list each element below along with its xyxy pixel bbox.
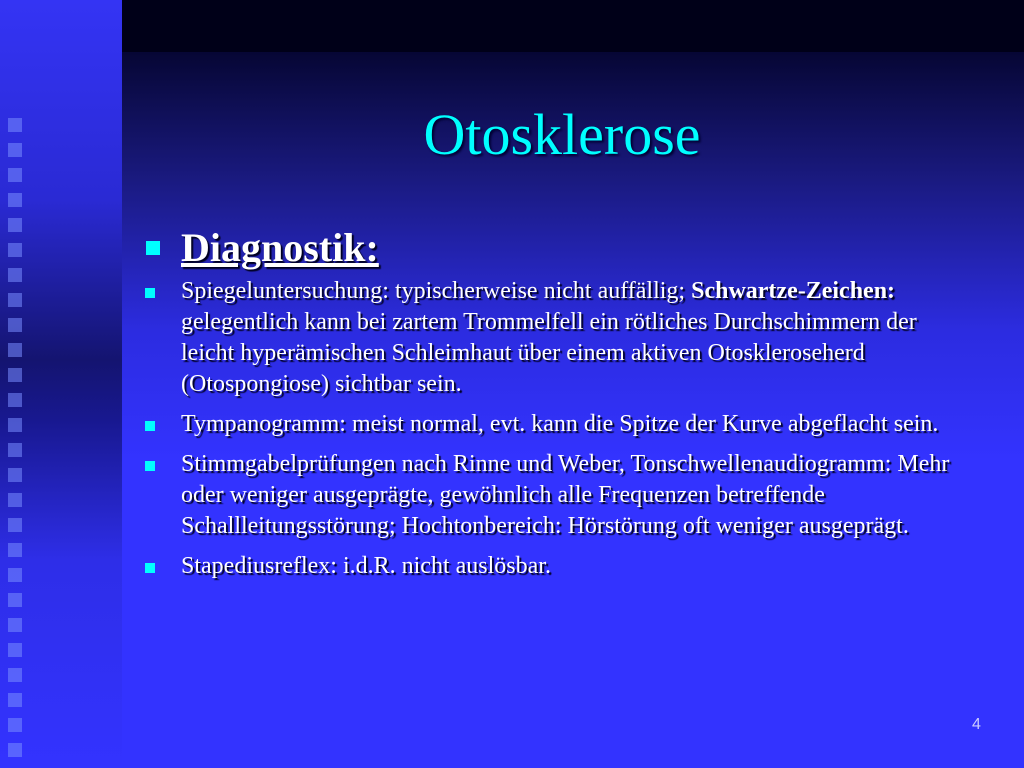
slide-title: Otosklerose bbox=[423, 102, 701, 167]
square-bullet-icon bbox=[146, 241, 160, 255]
bullet-text: Spiegeluntersuchung: typischerweise nicht auffällig; bbox=[181, 278, 692, 304]
bullet-item bbox=[140, 409, 970, 440]
left-decorative-band bbox=[0, 0, 122, 768]
bullet-item bbox=[140, 276, 970, 400]
bullet-text: Stapediusreflex: i.d.R. nicht auslösbar. bbox=[181, 553, 551, 579]
page-number: 4 bbox=[972, 716, 981, 733]
bullet-text: Stimmgabelprüfungen nach Rinne und Weber, Tonschwellenaudiogramm: Mehr oder weniger ausgeprägte, gewöhnlich alle Frequenzen betreffende Schallleitungsstörung; Hochtonbereich: Hörstörung oft weniger ausgeprägt. bbox=[181, 451, 950, 539]
bullet-text: Tympanogramm: meist normal, evt. kann die Spitze der Kurve abgeflacht sein. bbox=[181, 411, 939, 437]
bullet-bold-text: Schwartze-Zeichen: bbox=[691, 278, 896, 304]
bullet-text-continued: gelegentlich kann bei zartem Trommelfell ein rötliches Durchschimmern der leicht hyperämischen Schleimhaut über einem aktiven Otoskleroseherd (Otospongiose) sichtbar sein. bbox=[181, 309, 917, 397]
slide-content bbox=[140, 224, 970, 591]
square-bullet-icon bbox=[145, 421, 155, 431]
bullet-item bbox=[140, 449, 970, 542]
square-bullet-icon bbox=[145, 461, 155, 471]
square-bullet-icon bbox=[145, 288, 155, 298]
section-heading: Diagnostik: bbox=[181, 225, 379, 270]
decorative-squares bbox=[8, 118, 28, 768]
section-heading-row bbox=[140, 224, 970, 276]
square-bullet-icon bbox=[145, 563, 155, 573]
top-decorative-band bbox=[122, 0, 1024, 52]
bullet-item bbox=[140, 551, 970, 582]
